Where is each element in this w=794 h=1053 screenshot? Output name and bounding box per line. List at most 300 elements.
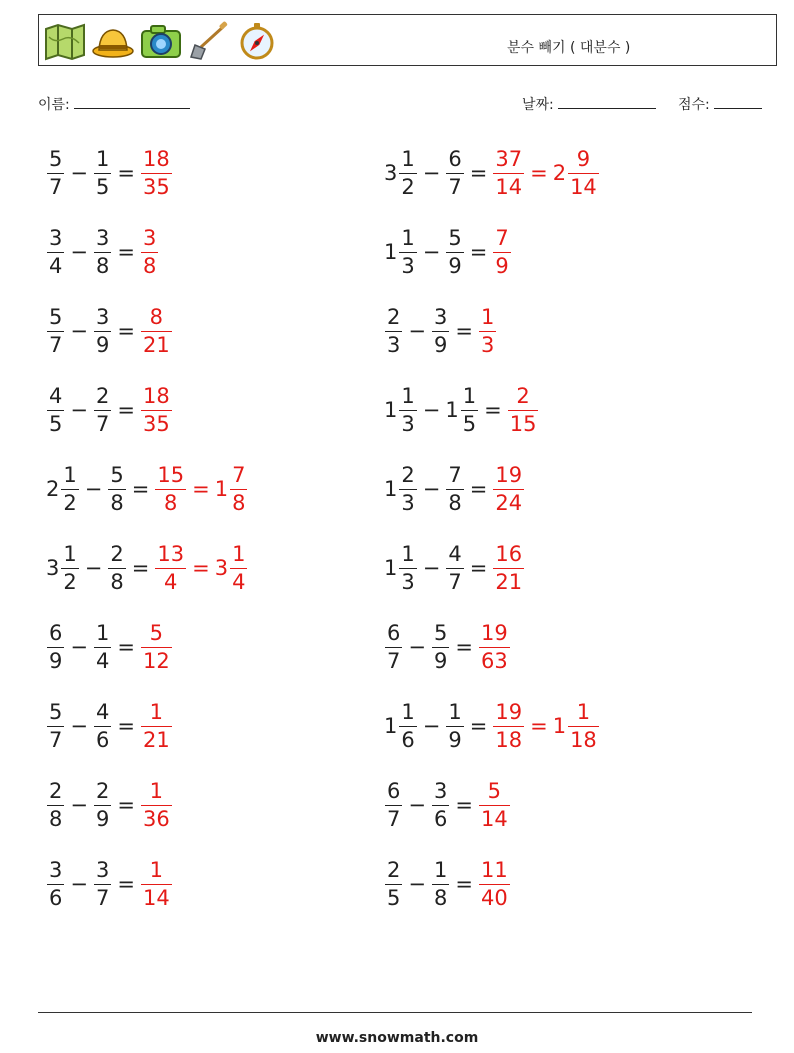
answer-numerator: 18 — [142, 146, 170, 171]
subtrahend-numerator: 2 — [110, 541, 124, 566]
minuend-denominator: 7 — [49, 727, 63, 752]
answer-denominator: 35 — [142, 411, 170, 436]
answer-term — [492, 225, 511, 278]
problem-row — [384, 375, 539, 445]
minuend-fraction — [385, 857, 402, 910]
minuend-fraction — [47, 857, 64, 910]
answer-fraction — [479, 778, 510, 831]
subtrahend-term — [107, 541, 126, 594]
answer-fraction-bar — [141, 252, 158, 253]
subtrahend-term — [93, 146, 112, 199]
answer-numerator: 8 — [149, 304, 164, 329]
answer-numerator: 19 — [495, 462, 523, 487]
minuend-term — [46, 462, 80, 515]
minuend-numerator: 5 — [49, 146, 63, 171]
answer-equals-sign: = — [530, 161, 548, 185]
subtrahend-term — [93, 699, 112, 752]
subtrahend-term — [431, 778, 450, 831]
answer-denominator: 9 — [495, 253, 509, 278]
mixed-answer-whole: 1 — [552, 714, 567, 738]
subtrahend-term — [445, 541, 464, 594]
equals-sign: = — [117, 714, 135, 738]
problem-row — [384, 849, 511, 919]
minuend-numerator: 2 — [49, 778, 63, 803]
answer-denominator: 18 — [495, 727, 523, 752]
answer-term — [140, 304, 173, 357]
minuend-denominator: 7 — [387, 648, 401, 673]
minuend-fraction-bar — [385, 647, 402, 648]
problem-row — [384, 691, 600, 761]
answer-term — [507, 383, 540, 436]
pith-helmet-icon — [91, 21, 135, 61]
minuend-fraction-bar — [399, 410, 416, 411]
subtrahend-fraction — [461, 383, 478, 436]
minuend-fraction-bar — [61, 489, 78, 490]
minus-sign: − — [70, 240, 88, 264]
subtrahend-fraction-bar — [94, 884, 111, 885]
mixed-answer-whole: 1 — [214, 477, 229, 501]
answer-fraction-bar — [508, 410, 539, 411]
subtrahend-fraction-bar — [94, 331, 111, 332]
minuend-fraction-bar — [47, 647, 64, 648]
answer-fraction — [493, 541, 524, 594]
minus-sign: − — [422, 240, 441, 264]
subtrahend-denominator: 7 — [95, 885, 110, 910]
subtrahend-fraction-bar — [94, 252, 111, 253]
answer-numerator: 16 — [495, 541, 523, 566]
answer-term — [140, 225, 159, 278]
subtrahend-numerator: 7 — [448, 462, 462, 487]
problem-row — [384, 454, 525, 524]
minuend-denominator: 5 — [49, 411, 63, 436]
subtrahend-numerator: 5 — [433, 620, 448, 645]
footer-site: www.snowmath.com — [315, 1030, 479, 1046]
minuend-fraction-bar — [61, 568, 78, 569]
minuend-term — [384, 146, 418, 199]
subtrahend-fraction-bar — [432, 805, 449, 806]
subtrahend-fraction — [94, 225, 111, 278]
score-field — [678, 94, 762, 114]
minuend-numerator: 3 — [49, 857, 63, 882]
answer-numerator: 7 — [495, 225, 509, 250]
equals-sign: = — [117, 793, 135, 817]
subtrahend-numerator: 5 — [110, 462, 124, 487]
minuend-fraction-bar — [385, 884, 402, 885]
answer-fraction-bar — [479, 331, 496, 332]
minuend-term — [46, 541, 80, 594]
minuend-fraction — [47, 699, 64, 752]
subtrahend-fraction — [94, 383, 111, 436]
subtrahend-fraction — [446, 225, 463, 278]
answer-fraction — [493, 225, 510, 278]
subtrahend-fraction — [432, 857, 449, 910]
answer-equals-sign: = — [530, 714, 548, 738]
answer-numerator: 37 — [495, 146, 523, 171]
mixed-answer-term — [552, 699, 600, 752]
subtrahend-fraction — [446, 146, 463, 199]
minus-sign: − — [84, 556, 103, 580]
subtrahend-fraction-bar — [446, 252, 463, 253]
answer-term — [492, 146, 525, 199]
mixed-answer-fraction-bar — [568, 726, 599, 727]
subtrahend-denominator: 9 — [433, 648, 448, 673]
subtrahend-denominator: 7 — [448, 569, 462, 594]
answer-denominator: 14 — [495, 174, 523, 199]
subtrahend-fraction — [108, 541, 125, 594]
subtrahend-denominator: 9 — [433, 332, 448, 357]
answer-fraction-bar — [493, 489, 524, 490]
minuend-fraction — [47, 778, 64, 831]
answer-term — [492, 541, 525, 594]
problem-row — [384, 612, 511, 682]
equals-sign: = — [469, 714, 488, 738]
equals-sign: = — [117, 319, 135, 343]
equals-sign: = — [469, 240, 488, 264]
subtrahend-term — [445, 146, 464, 199]
mixed-answer-whole: 2 — [552, 161, 567, 185]
equals-sign: = — [455, 793, 473, 817]
answer-term — [478, 304, 497, 357]
answer-term — [140, 778, 173, 831]
mixed-answer-numerator: 9 — [576, 146, 591, 171]
equals-sign: = — [117, 240, 135, 264]
answer-term — [140, 146, 173, 199]
minuend-denominator: 7 — [387, 806, 401, 831]
mixed-answer-fraction — [230, 462, 247, 515]
subtrahend-fraction-bar — [94, 726, 111, 727]
subtrahend-term — [431, 620, 450, 673]
equals-sign: = — [117, 398, 135, 422]
minuend-denominator: 3 — [401, 490, 415, 515]
subtrahend-term — [107, 462, 126, 515]
minus-sign: − — [422, 398, 441, 422]
answer-denominator: 14 — [142, 885, 170, 910]
subtrahend-term — [431, 857, 450, 910]
subtrahend-fraction-bar — [432, 331, 449, 332]
answer-fraction-bar — [141, 884, 172, 885]
minuend-fraction-bar — [385, 331, 402, 332]
answer-fraction — [141, 699, 172, 752]
problem-row — [384, 296, 497, 366]
minuend-term — [46, 225, 65, 278]
subtrahend-denominator: 4 — [95, 648, 110, 673]
minuend-numerator: 4 — [49, 383, 63, 408]
equals-sign: = — [484, 398, 502, 422]
minuend-fraction — [399, 699, 416, 752]
minuend-fraction-bar — [47, 726, 64, 727]
answer-fraction-bar — [493, 252, 510, 253]
minuend-term — [384, 462, 418, 515]
minuend-term — [46, 699, 65, 752]
subtrahend-denominator: 8 — [110, 569, 124, 594]
equals-sign: = — [455, 872, 473, 896]
minuend-numerator: 1 — [63, 541, 77, 566]
equals-sign: = — [469, 556, 488, 580]
subtrahend-fraction-bar — [446, 568, 463, 569]
mixed-answer-fraction — [568, 146, 599, 199]
answer-fraction — [479, 620, 510, 673]
subtrahend-fraction-bar — [94, 410, 111, 411]
minuend-denominator: 3 — [401, 253, 415, 278]
minus-sign: − — [422, 161, 441, 185]
subtrahend-numerator: 1 — [95, 620, 110, 645]
answer-fraction-bar — [141, 410, 172, 411]
problem-row — [46, 612, 173, 682]
answer-fraction — [141, 225, 158, 278]
minuend-fraction — [399, 225, 416, 278]
equals-sign: = — [131, 477, 150, 501]
answer-numerator: 15 — [157, 462, 185, 487]
minuend-numerator: 1 — [401, 541, 415, 566]
mixed-answer-numerator: 7 — [232, 462, 246, 487]
minus-sign: − — [408, 635, 426, 659]
minuend-numerator: 2 — [387, 304, 401, 329]
mixed-answer-fraction — [568, 699, 599, 752]
minuend-term — [46, 620, 65, 673]
minuend-numerator: 2 — [401, 462, 415, 487]
minuend-whole: 1 — [384, 477, 398, 501]
minus-sign: − — [408, 872, 426, 896]
subtrahend-numerator: 1 — [462, 383, 477, 408]
answer-numerator: 19 — [480, 620, 508, 645]
subtrahend-fraction-bar — [108, 568, 125, 569]
answer-fraction — [155, 462, 186, 515]
subtrahend-fraction — [432, 778, 449, 831]
answer-fraction-bar — [141, 805, 172, 806]
minuend-term — [384, 304, 403, 357]
minuend-fraction-bar — [47, 173, 64, 174]
answer-fraction-bar — [479, 647, 510, 648]
subtrahend-fraction — [446, 699, 463, 752]
minuend-term — [384, 541, 418, 594]
answer-numerator: 1 — [480, 304, 495, 329]
date-blank — [558, 94, 656, 109]
subtrahend-fraction — [432, 304, 449, 357]
subtrahend-term — [431, 304, 450, 357]
answer-numerator: 19 — [495, 699, 523, 724]
minuend-numerator: 6 — [49, 620, 63, 645]
subtrahend-term — [93, 778, 112, 831]
minuend-numerator: 6 — [387, 778, 401, 803]
subtrahend-denominator: 8 — [448, 490, 462, 515]
minuend-fraction — [61, 462, 78, 515]
minuend-fraction — [399, 383, 416, 436]
worksheet-title: 분수 빼기 ( 대분수 ) — [507, 40, 631, 56]
minuend-fraction-bar — [399, 173, 416, 174]
mixed-answer-whole: 3 — [214, 556, 229, 580]
subtrahend-term — [93, 383, 112, 436]
mixed-answer-numerator: 1 — [576, 699, 591, 724]
minuend-fraction-bar — [47, 252, 64, 253]
minus-sign: − — [422, 556, 441, 580]
minuend-denominator: 8 — [49, 806, 63, 831]
minuend-fraction — [399, 462, 416, 515]
minuend-fraction-bar — [399, 489, 416, 490]
problem-row — [46, 138, 173, 208]
date-label: 날짜: — [522, 97, 554, 113]
minuend-denominator: 5 — [387, 885, 401, 910]
minuend-fraction — [399, 541, 416, 594]
minuend-denominator: 2 — [63, 490, 77, 515]
minuend-term — [384, 857, 403, 910]
subtrahend-fraction-bar — [446, 726, 463, 727]
answer-fraction-bar — [493, 568, 524, 569]
minuend-term — [384, 699, 418, 752]
minus-sign: − — [422, 714, 441, 738]
minuend-fraction-bar — [47, 331, 64, 332]
minuend-fraction-bar — [399, 726, 416, 727]
minuend-term — [384, 620, 403, 673]
minus-sign: − — [422, 477, 441, 501]
answer-fraction — [155, 541, 186, 594]
minus-sign: − — [70, 161, 88, 185]
score-blank — [714, 94, 762, 109]
compass-icon — [235, 21, 279, 61]
answer-fraction — [479, 857, 510, 910]
answer-numerator: 13 — [157, 541, 185, 566]
minuend-fraction — [399, 146, 416, 199]
name-label: 이름: — [38, 97, 70, 113]
answer-numerator: 5 — [149, 620, 164, 645]
subtrahend-term — [93, 620, 112, 673]
problem-row — [384, 770, 511, 840]
camera-icon — [139, 21, 183, 61]
minuend-whole: 3 — [46, 556, 60, 580]
subtrahend-fraction-bar — [432, 884, 449, 885]
subtrahend-fraction-bar — [94, 805, 111, 806]
minuend-term — [384, 383, 418, 436]
subtrahend-term — [445, 699, 464, 752]
minuend-denominator: 4 — [49, 253, 63, 278]
subtrahend-denominator: 8 — [110, 490, 124, 515]
answer-denominator: 35 — [142, 174, 170, 199]
answer-equals-sign: = — [192, 477, 210, 501]
mixed-answer-term — [552, 146, 600, 199]
minuend-term — [46, 146, 65, 199]
subtrahend-term — [445, 462, 464, 515]
equals-sign: = — [455, 635, 473, 659]
minuend-fraction — [47, 225, 64, 278]
equals-sign: = — [131, 556, 150, 580]
answer-denominator: 24 — [495, 490, 523, 515]
minuend-numerator: 1 — [401, 225, 415, 250]
subtrahend-numerator: 4 — [448, 541, 462, 566]
answer-fraction-bar — [479, 884, 510, 885]
subtrahend-numerator: 1 — [448, 699, 462, 724]
mixed-answer-term — [214, 541, 249, 594]
subtrahend-denominator: 9 — [448, 253, 462, 278]
subtrahend-numerator: 3 — [95, 857, 110, 882]
answer-denominator: 14 — [480, 806, 508, 831]
subtrahend-denominator: 7 — [95, 411, 110, 436]
minuend-fraction-bar — [399, 568, 416, 569]
minus-sign: − — [70, 319, 88, 343]
minuend-numerator: 1 — [63, 462, 77, 487]
problem-row — [384, 217, 512, 287]
minus-sign: − — [70, 872, 88, 896]
subtrahend-numerator: 6 — [448, 146, 462, 171]
minuend-fraction — [47, 304, 64, 357]
answer-numerator: 5 — [487, 778, 502, 803]
minuend-numerator: 6 — [387, 620, 401, 645]
subtrahend-fraction — [94, 620, 111, 673]
subtrahend-denominator: 9 — [448, 727, 462, 752]
subtrahend-fraction — [432, 620, 449, 673]
answer-numerator: 3 — [142, 225, 157, 250]
mixed-answer-denominator: 14 — [570, 174, 597, 199]
problem-row — [46, 375, 173, 445]
subtrahend-fraction-bar — [108, 489, 125, 490]
answer-fraction-bar — [141, 173, 172, 174]
subtrahend-term — [445, 225, 464, 278]
answer-numerator: 1 — [149, 857, 164, 882]
problem-row — [46, 296, 173, 366]
answer-denominator: 36 — [142, 806, 170, 831]
minus-sign: − — [70, 714, 88, 738]
answer-denominator: 63 — [480, 648, 508, 673]
subtrahend-numerator: 1 — [433, 857, 448, 882]
answer-denominator: 21 — [142, 727, 170, 752]
problem-row — [46, 691, 173, 761]
minus-sign: − — [84, 477, 103, 501]
answer-denominator: 40 — [480, 885, 508, 910]
answer-fraction — [141, 146, 172, 199]
minus-sign: − — [70, 398, 88, 422]
equals-sign: = — [455, 319, 473, 343]
answer-numerator: 1 — [149, 699, 164, 724]
equals-sign: = — [117, 872, 135, 896]
minuend-denominator: 2 — [63, 569, 77, 594]
subtrahend-fraction — [108, 462, 125, 515]
problem-row — [46, 533, 248, 603]
subtrahend-fraction — [94, 778, 111, 831]
answer-numerator: 11 — [480, 857, 508, 882]
answer-fraction — [141, 778, 172, 831]
mixed-answer-denominator: 4 — [232, 569, 246, 594]
answer-term — [154, 462, 187, 515]
minuend-term — [384, 225, 418, 278]
name-blank — [74, 94, 190, 109]
minuend-numerator: 1 — [401, 383, 415, 408]
subtrahend-fraction — [94, 699, 111, 752]
minuend-denominator: 6 — [401, 727, 415, 752]
answer-term — [492, 462, 525, 515]
minuend-whole: 1 — [384, 398, 398, 422]
subtrahend-denominator: 8 — [433, 885, 448, 910]
answer-denominator: 12 — [142, 648, 170, 673]
minuend-fraction — [385, 620, 402, 673]
answer-term — [478, 620, 511, 673]
minuend-fraction — [47, 620, 64, 673]
subtrahend-fraction — [94, 304, 111, 357]
minuend-denominator: 3 — [387, 332, 401, 357]
minuend-denominator: 3 — [401, 411, 415, 436]
minuend-numerator: 5 — [49, 304, 63, 329]
minuend-fraction — [47, 383, 64, 436]
map-icon — [43, 21, 87, 61]
answer-denominator: 4 — [164, 569, 178, 594]
minuend-denominator: 6 — [49, 885, 63, 910]
minuend-whole: 1 — [384, 714, 398, 738]
minuend-whole: 1 — [384, 556, 398, 580]
answer-fraction — [479, 304, 496, 357]
equals-sign: = — [469, 477, 488, 501]
problem-row — [46, 217, 159, 287]
subtrahend-term — [93, 857, 112, 910]
subtrahend-fraction-bar — [94, 647, 111, 648]
subtrahend-fraction-bar — [446, 489, 463, 490]
answer-numerator: 1 — [149, 778, 164, 803]
